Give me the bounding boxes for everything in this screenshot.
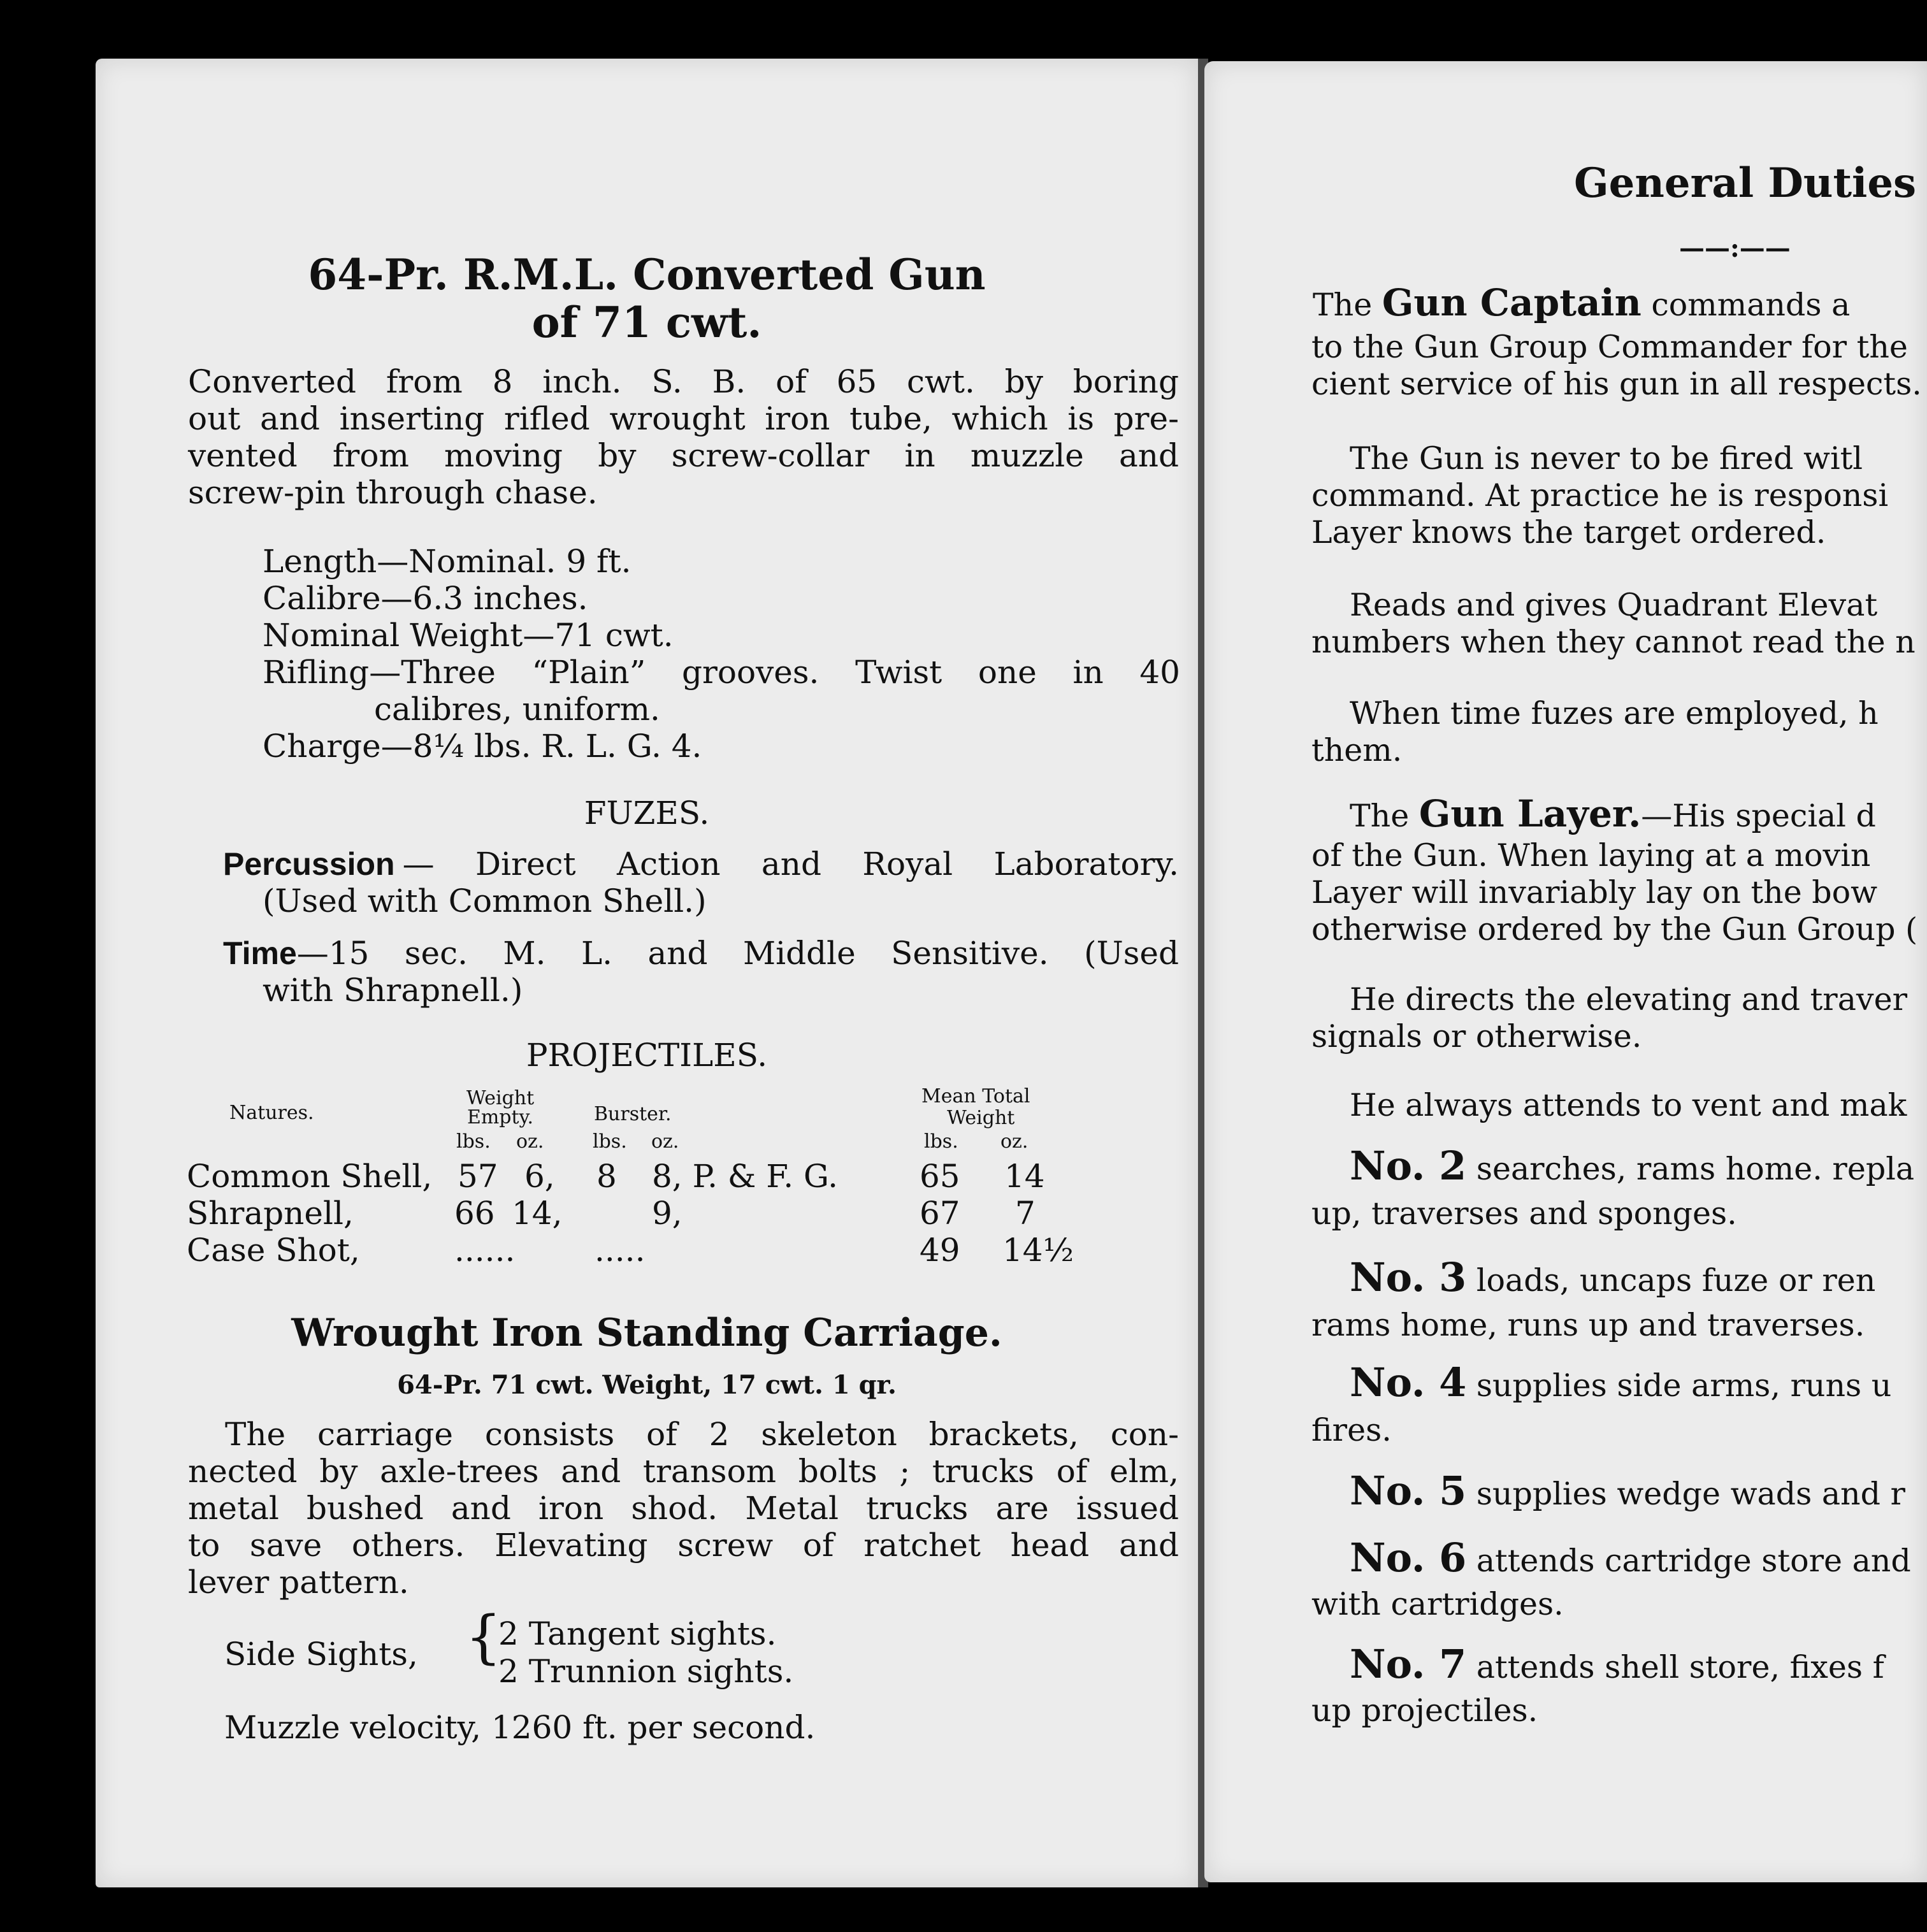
percussion-label: Percussion <box>223 846 395 882</box>
cell-we-oz: 14, <box>512 1195 563 1232</box>
col-weight-empty-2: Empty. <box>466 1106 534 1128</box>
muzzle-velocity: Muzzle velocity, 1260 ft. per second. <box>224 1709 816 1746</box>
intro-paragraph <box>188 363 1179 511</box>
cell-we-lbs: ...... <box>454 1232 516 1269</box>
text-line: with cartridges. <box>1311 1586 1564 1622</box>
spec-calibre: Calibre—6.3 inches. <box>263 580 588 617</box>
cell-t-lbs: 65 <box>920 1158 960 1195</box>
cell-t-oz: 7 <box>1015 1195 1036 1232</box>
text-line: commands a <box>1651 287 1851 323</box>
unit-lbs: lbs. <box>456 1130 491 1153</box>
text-line: searches, rams home. repla <box>1476 1151 1915 1187</box>
text-line: attends cartridge store and <box>1476 1543 1911 1579</box>
text-line: loads, uncaps fuze or ren <box>1476 1262 1876 1299</box>
text-line: up projectiles. <box>1311 1692 1538 1729</box>
unit-lbs: lbs. <box>593 1130 627 1153</box>
cell-nature: Case Shot, <box>187 1232 360 1269</box>
carriage-line: The carriage consists of 2 skeleton brackets, con- <box>225 1416 1179 1453</box>
duty-no-7 <box>1350 1641 1884 1687</box>
text-line: cient service of his gun in all respects. <box>1311 366 1922 402</box>
heading-divider: ——:—— <box>1679 233 1791 263</box>
text-line: He always attends to vent and mak <box>1350 1087 1907 1123</box>
spec-rifling-cont: calibres, uniform. <box>374 691 660 728</box>
carriage-line: to save others. Elevating screw of ratchet head and <box>188 1527 1179 1564</box>
spec-weight: Nominal Weight—71 cwt. <box>263 617 674 654</box>
general-duties-heading: General Duties <box>1574 159 1917 207</box>
number-label: No. 6 <box>1350 1534 1467 1581</box>
text-line: fires. <box>1311 1412 1392 1448</box>
cell-t-lbs: 49 <box>920 1232 960 1269</box>
spec-list <box>263 543 1180 765</box>
duty-no-4 <box>1350 1359 1892 1406</box>
cell-b-oz: 9, <box>652 1195 682 1232</box>
cell-t-oz: 14½ <box>1002 1232 1074 1269</box>
duty-no-3 <box>1350 1254 1876 1301</box>
gun-title-line1: 64-Pr. R.M.L. Converted Gun <box>308 250 986 299</box>
cell-nature: Common Shell, <box>187 1158 433 1195</box>
carriage-heading: Wrought Iron Standing Carriage. <box>291 1311 1002 1355</box>
text-line: of the Gun. When laying at a movin <box>1311 837 1871 874</box>
intro-line: screw-pin through chase. <box>188 474 598 511</box>
sight-trunnion: 2 Trunnion sights. <box>498 1653 794 1690</box>
text-line: He directs the elevating and traver <box>1350 981 1908 1018</box>
time-text: —15 sec. M. L. and Middle Sensitive. (Used <box>296 935 1179 972</box>
text-line: supplies side arms, runs u <box>1476 1367 1892 1404</box>
carriage-paragraph <box>188 1416 1179 1601</box>
cell-we-lbs: 66 <box>454 1195 495 1232</box>
text-line: supplies wedge wads and r <box>1476 1476 1905 1512</box>
duty-no-2 <box>1350 1143 1915 1189</box>
text-line: rams home, runs up and traverses. <box>1311 1307 1865 1343</box>
text-line: up, traverses and sponges. <box>1311 1195 1737 1232</box>
sight-tangent: 2 Tangent sights. <box>498 1615 777 1652</box>
cell-b-oz: 8, P. & F. G. <box>652 1158 839 1195</box>
percussion-text: — Direct Action and Royal Laboratory. <box>402 846 1179 883</box>
unit-oz: oz. <box>651 1130 679 1153</box>
text-line: otherwise ordered by the Gun Group ( <box>1311 911 1918 948</box>
intro-line: vented from moving by screw-collar in muzzle and <box>188 437 1179 474</box>
unit-lbs: lbs. <box>924 1130 958 1153</box>
col-mean-total-2: Weight <box>947 1107 1015 1129</box>
fuzes-heading: FUZES. <box>584 795 710 832</box>
time-text-cont: with Shrapnell.) <box>263 972 523 1009</box>
number-label: No. 2 <box>1350 1143 1467 1189</box>
number-label: No. 4 <box>1350 1359 1467 1406</box>
word-the: The <box>1313 287 1373 323</box>
number-label: No. 3 <box>1350 1254 1467 1301</box>
cell-t-oz: 14 <box>1004 1158 1045 1195</box>
para-gun-layer <box>1350 792 1876 835</box>
brace-icon: { <box>465 1604 502 1671</box>
text-line: them. <box>1311 732 1403 768</box>
projectiles-heading: PROJECTILES. <box>526 1037 768 1074</box>
gun-captain-label: Gun Captain <box>1382 281 1642 324</box>
word-the: The <box>1350 798 1410 834</box>
duty-no-5 <box>1350 1467 1905 1514</box>
percussion-text-cont: (Used with Common Shell.) <box>263 883 707 919</box>
carriage-line: lever pattern. <box>188 1564 409 1601</box>
number-label: No. 5 <box>1350 1467 1467 1514</box>
cell-b-lbs: ..... <box>595 1232 646 1269</box>
spec-charge: Charge—8¼ lbs. R. L. G. 4. <box>263 728 702 765</box>
carriage-subheading: 64-Pr. 71 cwt. Weight, 17 cwt. 1 qr. <box>397 1370 897 1400</box>
cell-b-lbs: 8 <box>596 1158 617 1195</box>
fuze-percussion <box>223 846 1179 919</box>
carriage-line: metal bushed and iron shod. Metal trucks are issued <box>188 1490 1179 1527</box>
col-mean-total-1: Mean Total <box>921 1085 1030 1107</box>
text-line: signals or otherwise. <box>1311 1018 1642 1055</box>
text-line: Layer will invariably lay on the bow <box>1311 874 1878 911</box>
carriage-line: nected by axle-trees and transom bolts ; trucks of elm, <box>188 1453 1179 1490</box>
intro-line: Converted from 8 inch. S. B. of 65 cwt. by boring <box>188 363 1179 400</box>
sights-label: Side Sights, <box>224 1636 418 1673</box>
gun-title-line2: of 71 cwt. <box>531 298 762 347</box>
text-line: Reads and gives Quadrant Elevat <box>1350 587 1878 623</box>
right-page <box>1204 61 1927 1882</box>
text-line: The Gun is never to be fired witl <box>1350 440 1863 477</box>
fuze-time <box>223 935 1179 1009</box>
cell-t-lbs: 67 <box>920 1195 960 1232</box>
col-weight-empty-1: Weight <box>466 1087 535 1109</box>
spec-rifling: Rifling—Three “Plain” grooves. Twist one in 40 <box>263 654 1180 691</box>
cell-we-oz: 6, <box>524 1158 555 1195</box>
text-line: Layer knows the target ordered. <box>1311 514 1826 551</box>
col-natures: Natures. <box>229 1102 314 1124</box>
text-line: to the Gun Group Commander for the <box>1311 329 1908 365</box>
text-line: attends shell store, fixes f <box>1476 1649 1884 1685</box>
text-line: command. At practice he is responsi <box>1311 477 1889 514</box>
col-burster: Burster. <box>594 1103 672 1125</box>
text-line: numbers when they cannot read the n <box>1311 624 1916 660</box>
para-gun-captain <box>1313 281 1851 324</box>
duty-no-6 <box>1350 1534 1911 1581</box>
unit-oz: oz. <box>1000 1130 1028 1153</box>
text-line: When time fuzes are employed, h <box>1350 695 1879 732</box>
text-line: —His special d <box>1641 798 1876 834</box>
cell-we-lbs: 57 <box>458 1158 498 1195</box>
spec-length: Length—Nominal. 9 ft. <box>263 543 632 580</box>
intro-line: out and inserting rifled wrought iron tube, which is pre- <box>188 400 1179 437</box>
number-label: No. 7 <box>1350 1641 1467 1687</box>
time-label: Time <box>223 935 297 971</box>
gun-layer-label: Gun Layer. <box>1418 792 1642 835</box>
left-page <box>96 59 1198 1887</box>
cell-nature: Shrapnell, <box>187 1195 354 1232</box>
unit-oz: oz. <box>516 1130 544 1153</box>
